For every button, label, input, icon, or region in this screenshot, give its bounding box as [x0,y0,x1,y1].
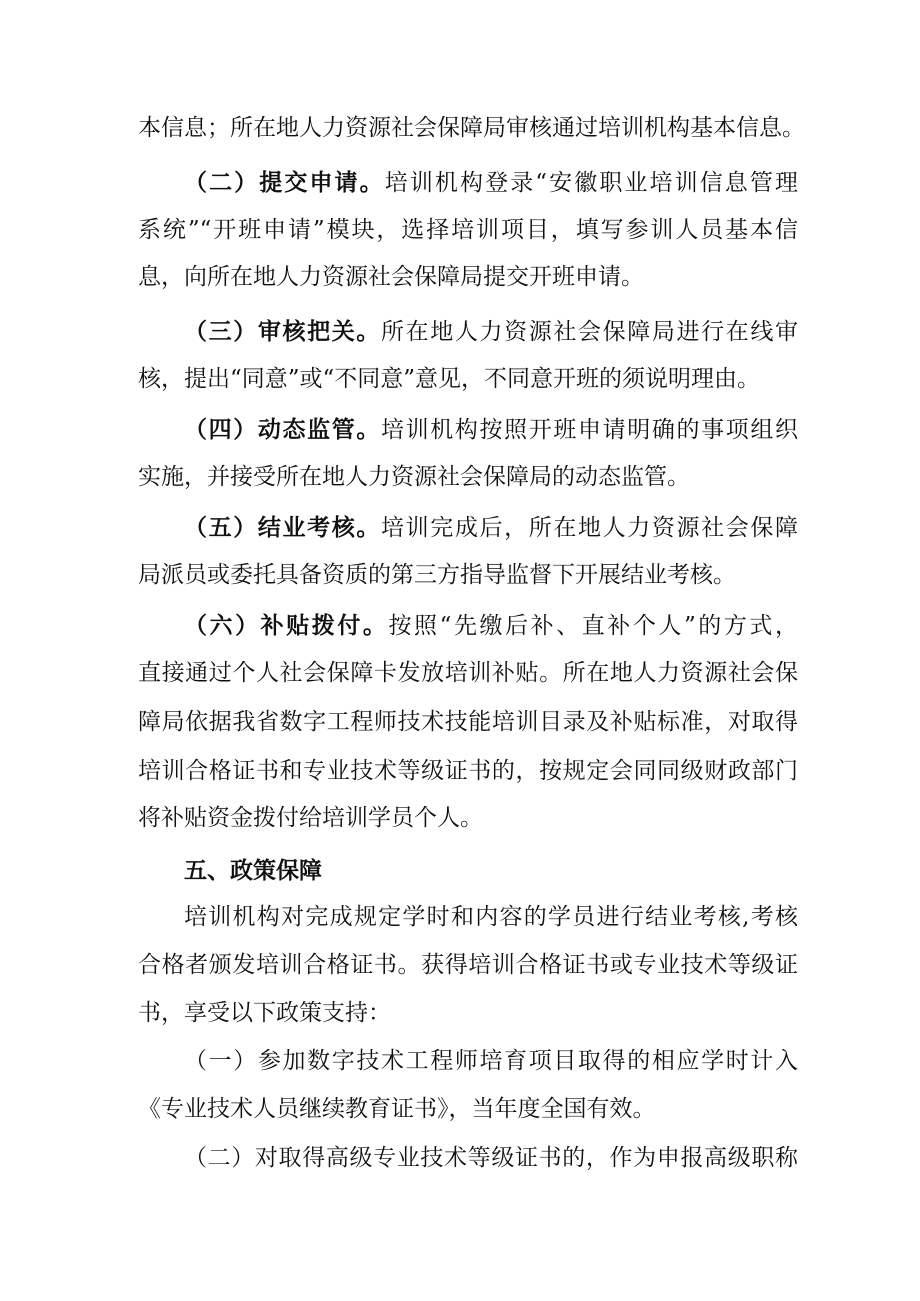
paragraph-line: 培训机构对完成规定学时和内容的学员进行结业考核,考核 [184,904,798,930]
paragraph-line: 培训合格证书和专业技术等级证书的，按规定会同同级财政部门 [138,758,798,784]
item-title: （二）提交申请。 [184,170,385,196]
paragraph-line: 直接通过个人社会保障卡发放培训补贴。所在地人力资源社会保 [138,660,798,686]
paragraph-line [184,168,798,198]
paragraph-line: 《专业技术人员继续教育证书》，当年度全国有效。 [138,1096,656,1122]
paragraph-line: 障局依据我省数字工程师技术技能培训目录及补贴标准，对取得 [138,709,798,735]
paragraph-line: 局派员或委托具备资质的第三方指导监督下开展结业考核。 [138,562,736,588]
paragraph-line [184,317,798,347]
paragraph-line: 息，向所在地人力资源社会保障局提交开班申请。 [138,264,644,290]
item-text: 培训机构按照开班申请明确的事项组织 [381,417,798,443]
paragraph-line: （一）参加数字技术工程师培育项目取得的相应学时计入 [184,1048,798,1074]
item-text: 培训完成后，所在地人力资源社会保障 [381,515,798,541]
paragraph-line: 实施，并接受所在地人力资源社会保障局的动态监管。 [138,464,690,490]
item-title: （四）动态监管。 [184,417,381,443]
paragraph-line: 合格者颁发培训合格证书。获得培训合格证书或专业技术等级证 [138,952,798,978]
paragraph-line: 本信息；所在地人力资源社会保障局审核通过培训机构基本信息。 [138,115,805,141]
item-title: （五）结业考核。 [184,515,381,541]
paragraph-line: （二）对取得高级专业技术等级证书的，作为申报高级职称 [184,1145,798,1171]
paragraph-line: 核，提出“同意”或“不同意”意见，不同意开班的须说明理由。 [138,366,761,392]
paragraph-line: 将补贴资金拨付给培训学员个人。 [138,805,483,831]
paragraph-line [184,611,798,641]
paragraph-line: 系统”“开班申请”模块，选择培训项目，填写参训人员基本信 [138,217,798,243]
item-title: （六）补贴拨付。 [184,613,389,639]
item-text: 所在地人力资源社会保障局进行在线审 [381,319,798,345]
paragraph-line [184,415,798,445]
section-heading: 五、政策保障 [184,858,322,884]
paragraph-line: 书，享受以下政策支持： [138,1000,391,1026]
item-text: 按照“先缴后补、直补个人”的方式， [388,613,798,639]
item-title: （三）审核把关。 [184,319,381,345]
item-text: 培训机构登录“安徽职业培训信息管理 [384,170,798,196]
paragraph-line [184,513,798,543]
